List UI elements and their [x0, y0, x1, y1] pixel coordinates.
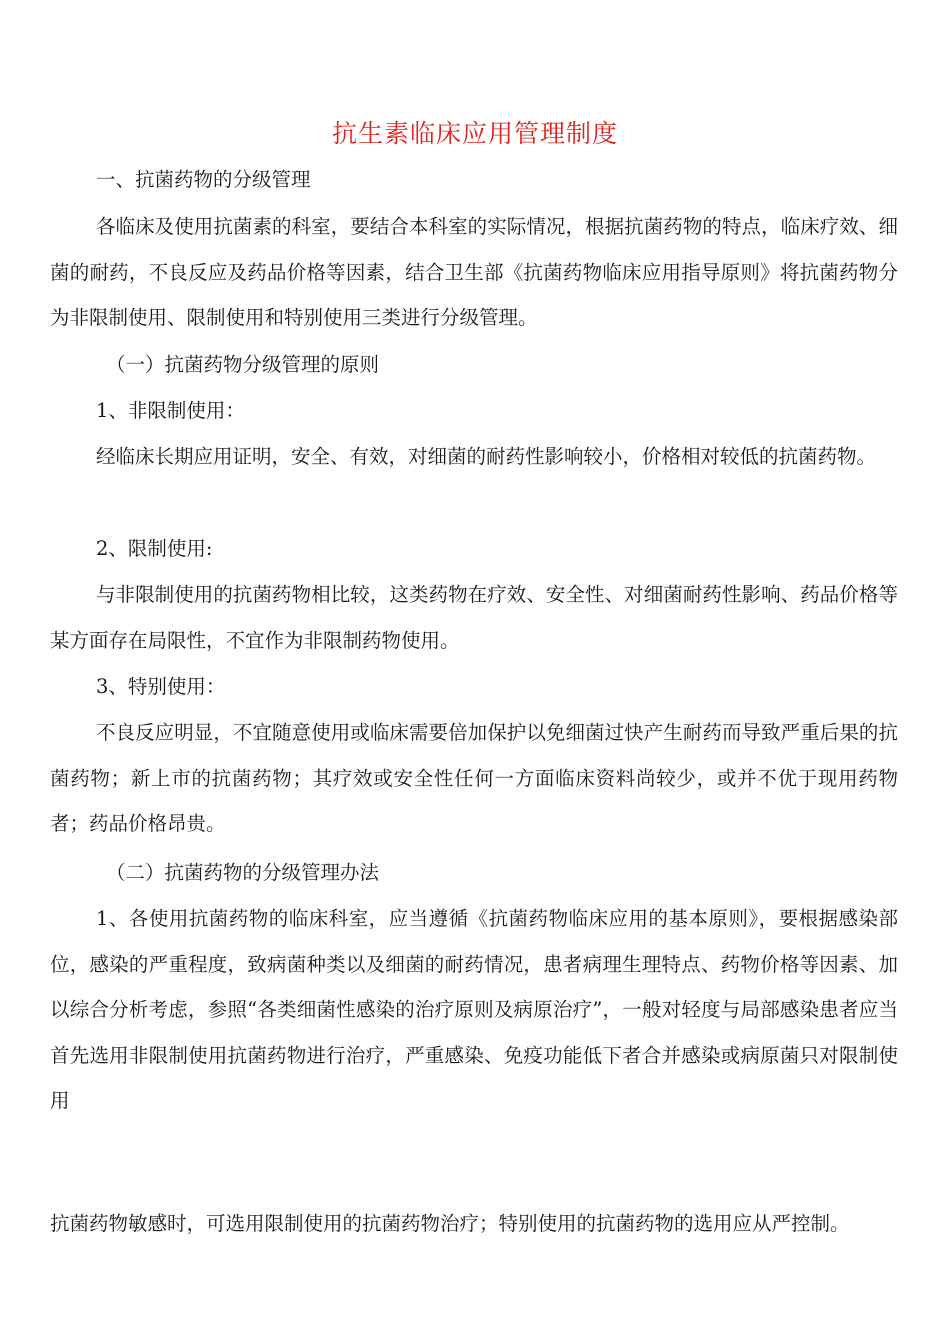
- section1-heading: 一、抗菌药物的分级管理: [96, 168, 311, 191]
- item3-heading: 3、特别使用：: [96, 675, 226, 698]
- item3-text: 不良反应明显，不宜随意使用或临床需要倍加保护以免细菌过快产生耐药而导致严重后果的抗菌药物；新上市的抗菌药物；其疗效或安全性任何一方面临床资料尚较少，或并不优于现用药物者；药品价格昂贵。: [50, 721, 898, 835]
- document-title: 抗生素临床应用管理制度: [331, 119, 618, 148]
- footer-paragraph: 抗菌药物敏感时，可选用限制使用的抗菌药物治疗；特别使用的抗菌药物的选用应从严控制。: [50, 1212, 850, 1235]
- item2-heading: 2、限制使用:: [96, 537, 213, 560]
- item1-heading: 1、非限制使用：: [96, 399, 245, 422]
- method1-text: 1、各使用抗菌药物的临床科室，应当遵循《抗菌药物临床应用的基本原则》，要根据感染部位，感染的严重程度，致病菌种类以及细菌的耐药情况，患者病理生理特点、药物价格等因素、加以综合分析考虑，参照“各类细菌性感染的治疗原则及病原治疗”，一般对轻度与局部感染患者应当首先选用非限制使用抗菌药物进行治疗，严重感染、免疫功能低下者合并感染或病原菌只对限制使用: [50, 907, 898, 1112]
- item1-text: 经临床长期应用证明，安全、有效，对细菌的耐药性影响较小，价格相对较低的抗菌药物。: [96, 445, 877, 468]
- sub1-heading: （一）抗菌药物分级管理的原则: [106, 353, 380, 376]
- sub2-heading: （二）抗菌药物的分级管理办法: [106, 861, 380, 884]
- intro-paragraph: 各临床及使用抗菌素的科室，要结合本科室的实际情况，根据抗菌药物的特点，临床疗效、细菌的耐药，不良反应及药品价格等因素，结合卫生部《抗菌药物临床应用指导原则》将抗菌药物分为非限制使用、限制使用和特别使用三类进行分级管理。: [50, 215, 898, 329]
- item2-text: 与非限制使用的抗菌药物相比较，这类药物在疗效、安全性、对细菌耐药性影响、药品价格等某方面存在局限性，不宜作为非限制药物使用。: [50, 583, 898, 652]
